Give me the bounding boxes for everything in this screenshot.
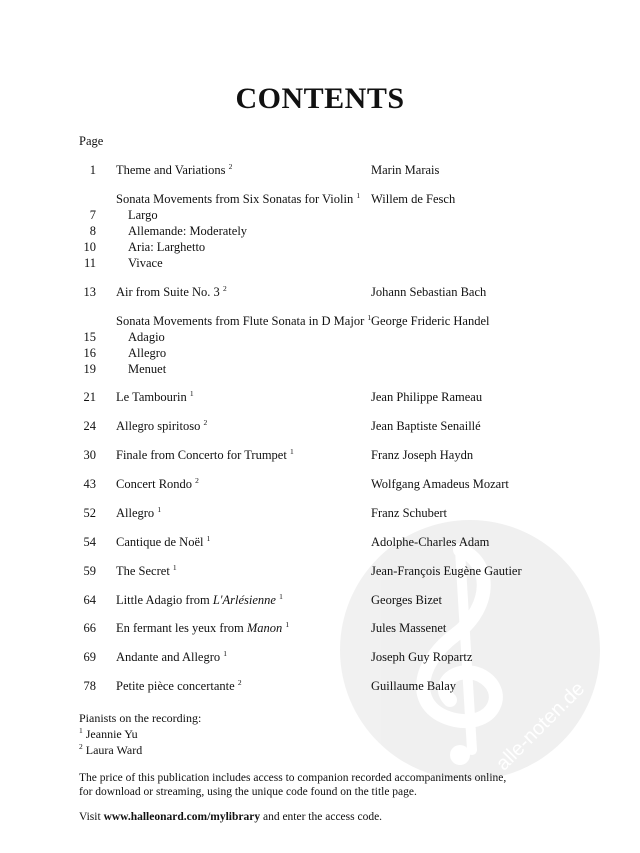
toc-page-number: 1 <box>89 163 96 177</box>
pianists-heading: Pianists on the recording: <box>79 711 202 725</box>
toc-title: Sonata Movements from Six Sonatas for Violin $^1$ <box>116 191 361 206</box>
footnote-mark: 1 <box>289 447 294 456</box>
toc-title: Adagio <box>128 330 165 344</box>
footnote-mark: 1 <box>189 389 194 398</box>
toc-entry <box>0 361 640 377</box>
toc-title: Menuet <box>128 362 167 376</box>
footnote-mark: 2 <box>195 476 199 485</box>
toc-entry <box>0 678 640 694</box>
pianist-item: $^1$ Jeannie Yu <box>79 726 138 741</box>
toc-entry <box>0 592 640 608</box>
toc-page-number: 59 <box>83 564 96 578</box>
toc-page-number: 19 <box>83 362 96 376</box>
toc-title: Air from Suite No. 3 $^2$ <box>116 284 227 299</box>
toc-title: Theme and Variations $^2$ <box>116 162 233 177</box>
footnote-mark: 1 <box>223 649 228 658</box>
footnote-mark: 2 <box>203 418 208 427</box>
footnote-mark: 1 <box>367 313 372 322</box>
footnote-mark: 1 <box>157 505 162 514</box>
toc-page-number: 43 <box>83 477 96 491</box>
toc-entry <box>0 505 640 521</box>
toc-entry <box>0 313 640 329</box>
footnote-mark: 2 <box>237 678 242 687</box>
footnote-mark: 1 <box>206 534 211 543</box>
toc-title: En fermant les yeux from Manon $^1$ <box>116 620 290 635</box>
toc-composer: George Frideric Handel <box>371 314 490 328</box>
toc-entry <box>0 534 640 550</box>
toc-entry <box>0 476 640 492</box>
footnote-mark: 1 <box>356 191 361 200</box>
toc-composer: Marin Marais <box>371 163 440 177</box>
footnote-mark: 1 <box>279 592 283 601</box>
toc-entry <box>0 649 640 665</box>
page-title: CONTENTS <box>235 82 405 115</box>
toc-title: Sonata Movements from Flute Sonata in D Major $^1$ <box>116 313 372 328</box>
toc-composer: Franz Schubert <box>371 506 448 520</box>
toc-title: Le Tambourin $^1$ <box>116 389 194 404</box>
toc-title: Cantique de Noël $^1$ <box>116 534 211 549</box>
toc-title: The Secret $^1$ <box>116 563 177 578</box>
toc-composer: Jules Massenet <box>371 621 447 635</box>
toc-entry <box>0 162 640 178</box>
toc-title: Vivace <box>128 256 163 270</box>
toc-entry <box>0 223 640 239</box>
toc-composer: Adolphe-Charles Adam <box>371 535 490 549</box>
toc-entry <box>0 389 640 405</box>
toc-entry <box>0 418 640 434</box>
footnote-mark: 1 <box>172 563 177 572</box>
toc-entry <box>0 284 640 300</box>
toc-title: Petite pièce concertante $^2$ <box>116 678 242 693</box>
library-link[interactable]: www.halleonard.com/mylibrary <box>103 811 261 823</box>
toc-entry <box>0 207 640 223</box>
toc-page-number: 24 <box>83 419 96 433</box>
pianist-item: $^2$ Laura Ward <box>79 742 143 757</box>
toc-composer: Guillaume Balay <box>371 679 457 693</box>
toc-page-number: 30 <box>83 448 96 462</box>
toc-composer: Johann Sebastian Bach <box>371 285 487 299</box>
toc-composer: Jean Baptiste Senaillé <box>371 419 481 433</box>
toc-page-number: 21 <box>83 390 96 404</box>
toc-page-number: 16 <box>83 346 96 360</box>
toc-entry <box>0 329 640 345</box>
toc-title: Largo <box>128 208 158 222</box>
toc-entry <box>0 447 640 463</box>
toc-composer: Joseph Guy Ropartz <box>371 650 473 664</box>
toc-page-number: 10 <box>83 240 96 254</box>
footnote-mark: 1 <box>285 620 290 629</box>
toc-page-number: 13 <box>83 285 96 299</box>
toc-composer: Georges Bizet <box>371 593 442 607</box>
toc-entry <box>0 563 640 579</box>
toc-page-number: 7 <box>89 208 96 222</box>
toc-composer: Wolfgang Amadeus Mozart <box>371 477 509 491</box>
toc-composer: Jean-François Eugène Gautier <box>371 564 522 578</box>
toc-entry <box>0 620 640 636</box>
toc-title: Little Adagio from L'Arlésienne $^1$ <box>116 592 283 607</box>
pianists-note <box>79 710 201 758</box>
toc-entry <box>0 239 640 255</box>
toc-entry <box>0 345 640 361</box>
toc-title: Andante and Allegro $^1$ <box>116 649 228 664</box>
toc-title: Allegro $^1$ <box>116 505 162 520</box>
toc-page-number: 69 <box>83 650 96 664</box>
toc-page-number: 66 <box>83 621 96 635</box>
toc-composer: Jean Philippe Rameau <box>371 390 483 404</box>
toc-title: Aria: Larghetto <box>128 240 206 254</box>
toc-composer: Franz Joseph Haydn <box>371 448 474 462</box>
toc-entry <box>0 191 640 207</box>
toc-title: Allegro <box>128 346 167 360</box>
toc-title: Allemande: Moderately <box>128 224 248 238</box>
toc-page-number: 54 <box>83 535 96 549</box>
toc-title: Finale from Concerto for Trumpet $^1$ <box>116 447 294 462</box>
toc-page-number: 15 <box>83 330 96 344</box>
toc-entry <box>0 255 640 271</box>
toc-page-number: 64 <box>83 593 96 607</box>
toc-page-number: 52 <box>83 506 96 520</box>
toc-page-number: 78 <box>83 679 96 693</box>
visit-line: Visit www.halleonard.com/mylibrary and enter the access code. <box>79 811 383 823</box>
toc-title: Allegro spiritoso $^2$ <box>116 418 208 433</box>
footnote-mark: 2 <box>228 162 233 171</box>
price-notice: The price of this publication includes access to companion recorded accompaniments online, for download or streaming, using the unique code found on the title page. <box>79 772 507 798</box>
toc-page-number: 8 <box>89 224 96 238</box>
toc-composer: Willem de Fesch <box>371 192 456 206</box>
watermark-text: alle-noten.de <box>491 677 590 776</box>
page-column-label: Page <box>79 134 104 148</box>
toc-page-number: 11 <box>83 256 96 270</box>
toc-title: Concert Rondo $^2$ <box>116 476 199 491</box>
footnote-mark: 2 <box>222 284 227 293</box>
